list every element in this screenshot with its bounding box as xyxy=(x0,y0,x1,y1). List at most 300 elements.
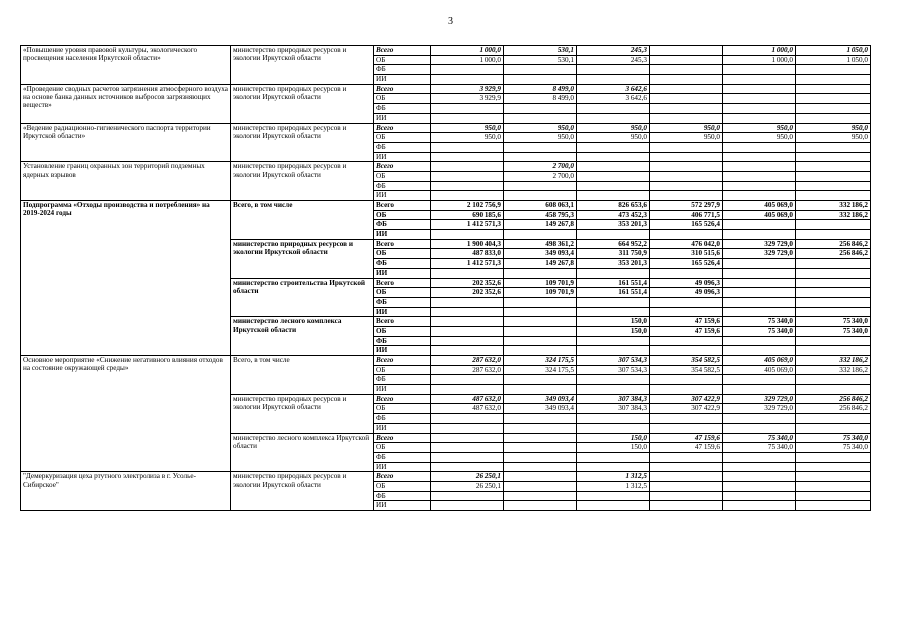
funding-source-cell: Всего xyxy=(374,394,431,404)
table-row xyxy=(21,162,871,172)
amount-cell: 256 846,2 xyxy=(796,394,871,404)
amount-cell: 256 846,2 xyxy=(796,404,871,414)
amount-cell xyxy=(796,481,871,491)
amount-cell: 49 096,3 xyxy=(650,278,723,288)
amount-cell xyxy=(796,336,871,346)
amount-cell: 109 701,9 xyxy=(504,278,577,288)
amount-cell xyxy=(723,385,796,395)
amount-cell: 165 526,4 xyxy=(650,220,723,230)
amount-cell xyxy=(650,472,723,482)
amount-cell: 1 000,0 xyxy=(723,55,796,65)
funding-source-cell: Всего xyxy=(374,123,431,133)
amount-cell: 950,0 xyxy=(650,123,723,133)
amount-cell: 498 361,2 xyxy=(504,239,577,249)
amount-cell xyxy=(650,142,723,152)
activity-name-cell: «Повышение уровня правовой культуры, экологического просвещения населения Иркутской области» xyxy=(21,46,231,85)
amount-cell xyxy=(577,152,650,162)
amount-cell: 353 201,3 xyxy=(577,220,650,230)
amount-cell: 3 642,6 xyxy=(577,84,650,94)
amount-cell xyxy=(504,297,577,307)
amount-cell xyxy=(723,152,796,162)
amount-cell xyxy=(504,326,577,336)
amount-cell: 75 340,0 xyxy=(796,443,871,453)
activity-name-cell: Установление границ охранных зон территорий подземных ядерных взрывов xyxy=(21,162,231,201)
amount-cell: 256 846,2 xyxy=(796,249,871,259)
amount-cell xyxy=(650,307,723,317)
amount-cell xyxy=(577,462,650,472)
amount-cell xyxy=(431,433,504,443)
table-row xyxy=(21,472,871,482)
amount-cell xyxy=(431,104,504,114)
executor-cell: министерство природных ресурсов и экологии Иркутской области xyxy=(231,123,374,162)
amount-cell xyxy=(504,433,577,443)
amount-cell xyxy=(796,75,871,85)
amount-cell: 487 833,0 xyxy=(431,249,504,259)
amount-cell xyxy=(504,472,577,482)
amount-cell: 75 340,0 xyxy=(723,317,796,327)
funding-source-cell: Всего xyxy=(374,278,431,288)
amount-cell: 950,0 xyxy=(650,133,723,143)
funding-source-cell: Всего xyxy=(374,433,431,443)
funding-source-cell: Всего xyxy=(374,46,431,56)
amount-cell xyxy=(504,181,577,191)
amount-cell xyxy=(796,259,871,269)
amount-cell: 950,0 xyxy=(577,133,650,143)
amount-cell: 47 159,6 xyxy=(650,317,723,327)
funding-source-cell: ОБ xyxy=(374,481,431,491)
amount-cell: 3 642,6 xyxy=(577,94,650,104)
amount-cell xyxy=(431,317,504,327)
amount-cell: 310 515,6 xyxy=(650,249,723,259)
amount-cell xyxy=(504,423,577,433)
amount-cell xyxy=(796,462,871,472)
amount-cell xyxy=(504,152,577,162)
amount-cell xyxy=(723,491,796,501)
amount-cell xyxy=(504,142,577,152)
activity-name-cell: Подпрограмма «Отходы производства и потребления» на 2019-2024 годы xyxy=(21,201,231,356)
executor-cell: Всего, в том числе xyxy=(231,201,374,240)
amount-cell: 287 632,0 xyxy=(431,356,504,366)
amount-cell xyxy=(796,152,871,162)
amount-cell: 149 267,8 xyxy=(504,220,577,230)
amount-cell xyxy=(431,142,504,152)
amount-cell xyxy=(504,385,577,395)
amount-cell xyxy=(796,113,871,123)
amount-cell: 324 175,5 xyxy=(504,365,577,375)
amount-cell: 332 186,2 xyxy=(796,201,871,211)
funding-source-cell: ФБ xyxy=(374,181,431,191)
amount-cell: 487 632,0 xyxy=(431,404,504,414)
amount-cell: 1 312,5 xyxy=(577,481,650,491)
amount-cell xyxy=(577,501,650,511)
amount-cell xyxy=(504,268,577,278)
amount-cell xyxy=(796,491,871,501)
amount-cell xyxy=(796,104,871,114)
amount-cell xyxy=(723,181,796,191)
amount-cell: 75 340,0 xyxy=(723,433,796,443)
amount-cell xyxy=(577,307,650,317)
amount-cell: 354 582,5 xyxy=(650,356,723,366)
amount-cell: 150,0 xyxy=(577,326,650,336)
amount-cell: 287 632,0 xyxy=(431,365,504,375)
amount-cell xyxy=(504,307,577,317)
amount-cell: 349 093,4 xyxy=(504,249,577,259)
amount-cell xyxy=(723,481,796,491)
funding-source-cell: ФБ xyxy=(374,452,431,462)
amount-cell xyxy=(796,472,871,482)
amount-cell xyxy=(723,346,796,356)
amount-cell: 354 582,5 xyxy=(650,365,723,375)
amount-cell: 950,0 xyxy=(577,123,650,133)
amount-cell xyxy=(650,481,723,491)
amount-cell xyxy=(650,181,723,191)
amount-cell xyxy=(796,307,871,317)
amount-cell: 530,1 xyxy=(504,46,577,56)
amount-cell xyxy=(796,297,871,307)
amount-cell: 950,0 xyxy=(796,133,871,143)
amount-cell: 256 846,2 xyxy=(796,239,871,249)
amount-cell: 75 340,0 xyxy=(723,326,796,336)
amount-cell xyxy=(504,501,577,511)
amount-cell: 149 267,8 xyxy=(504,259,577,269)
amount-cell xyxy=(504,346,577,356)
amount-cell: 161 551,4 xyxy=(577,278,650,288)
table-row xyxy=(21,84,871,94)
funding-source-cell: ОБ xyxy=(374,210,431,220)
amount-cell xyxy=(577,268,650,278)
funding-source-cell: ИИ xyxy=(374,501,431,511)
amount-cell: 47 159,6 xyxy=(650,443,723,453)
amount-cell xyxy=(650,46,723,56)
amount-cell: 150,0 xyxy=(577,443,650,453)
funding-source-cell: Всего xyxy=(374,317,431,327)
funding-source-cell: ФБ xyxy=(374,142,431,152)
funding-source-cell: ОБ xyxy=(374,133,431,143)
amount-cell: 3 929,9 xyxy=(431,94,504,104)
amount-cell xyxy=(431,443,504,453)
amount-cell xyxy=(650,84,723,94)
amount-cell xyxy=(796,375,871,385)
activity-name-cell: «Ведение радиационно-гигиенического паспорта территории Иркутской области» xyxy=(21,123,231,162)
amount-cell xyxy=(431,113,504,123)
amount-cell xyxy=(723,472,796,482)
amount-cell xyxy=(577,230,650,240)
amount-cell xyxy=(796,346,871,356)
amount-cell xyxy=(650,230,723,240)
amount-cell xyxy=(723,191,796,201)
amount-cell xyxy=(723,230,796,240)
amount-cell: 49 096,3 xyxy=(650,288,723,298)
amount-cell: 405 069,0 xyxy=(723,210,796,220)
amount-cell xyxy=(723,220,796,230)
executor-cell: министерство природных ресурсов и экологии Иркутской области xyxy=(231,239,374,278)
amount-cell xyxy=(723,75,796,85)
funding-source-cell: ОБ xyxy=(374,404,431,414)
amount-cell xyxy=(431,336,504,346)
amount-cell: 75 340,0 xyxy=(796,433,871,443)
funding-source-cell: ИИ xyxy=(374,423,431,433)
amount-cell xyxy=(796,142,871,152)
amount-cell: 311 750,9 xyxy=(577,249,650,259)
amount-cell xyxy=(577,142,650,152)
amount-cell: 1 000,0 xyxy=(723,46,796,56)
amount-cell xyxy=(650,171,723,181)
amount-cell: 826 653,6 xyxy=(577,201,650,211)
amount-cell xyxy=(504,113,577,123)
amount-cell: 47 159,6 xyxy=(650,433,723,443)
amount-cell: 1 312,5 xyxy=(577,472,650,482)
budget-table-body xyxy=(21,46,871,511)
amount-cell: 8 499,0 xyxy=(504,94,577,104)
funding-source-cell: Всего xyxy=(374,84,431,94)
amount-cell: 1 900 404,3 xyxy=(431,239,504,249)
table-row xyxy=(21,201,871,211)
amount-cell xyxy=(577,65,650,75)
amount-cell xyxy=(431,191,504,201)
funding-source-cell: ОБ xyxy=(374,288,431,298)
amount-cell: 202 352,6 xyxy=(431,288,504,298)
funding-source-cell: ИИ xyxy=(374,268,431,278)
amount-cell xyxy=(796,65,871,75)
amount-cell: 1 000,0 xyxy=(431,55,504,65)
amount-cell xyxy=(723,65,796,75)
amount-cell xyxy=(577,452,650,462)
amount-cell xyxy=(650,336,723,346)
amount-cell xyxy=(796,171,871,181)
amount-cell xyxy=(577,423,650,433)
amount-cell: 26 250,1 xyxy=(431,472,504,482)
amount-cell: 487 632,0 xyxy=(431,394,504,404)
amount-cell xyxy=(796,220,871,230)
amount-cell xyxy=(796,423,871,433)
funding-source-cell: ИИ xyxy=(374,230,431,240)
amount-cell: 530,1 xyxy=(504,55,577,65)
amount-cell xyxy=(577,297,650,307)
amount-cell: 307 422,9 xyxy=(650,394,723,404)
executor-cell: министерство природных ресурсов и экологии Иркутской области xyxy=(231,162,374,201)
amount-cell xyxy=(650,385,723,395)
amount-cell: 3 929,9 xyxy=(431,84,504,94)
amount-cell xyxy=(650,104,723,114)
amount-cell xyxy=(723,84,796,94)
funding-source-cell: ИИ xyxy=(374,113,431,123)
amount-cell: 2 700,0 xyxy=(504,171,577,181)
amount-cell: 109 701,9 xyxy=(504,288,577,298)
amount-cell xyxy=(796,84,871,94)
funding-source-cell: ФБ xyxy=(374,414,431,424)
amount-cell xyxy=(723,268,796,278)
amount-cell xyxy=(577,191,650,201)
amount-cell xyxy=(504,104,577,114)
amount-cell xyxy=(723,414,796,424)
amount-cell xyxy=(431,171,504,181)
funding-source-cell: ФБ xyxy=(374,375,431,385)
amount-cell xyxy=(431,326,504,336)
amount-cell: 329 729,0 xyxy=(723,249,796,259)
amount-cell: 329 729,0 xyxy=(723,404,796,414)
funding-source-cell: ИИ xyxy=(374,152,431,162)
amount-cell xyxy=(650,462,723,472)
amount-cell xyxy=(723,94,796,104)
amount-cell: 405 069,0 xyxy=(723,201,796,211)
amount-cell xyxy=(650,191,723,201)
amount-cell: 664 952,2 xyxy=(577,239,650,249)
amount-cell: 307 534,3 xyxy=(577,365,650,375)
amount-cell: 26 250,1 xyxy=(431,481,504,491)
amount-cell xyxy=(796,385,871,395)
amount-cell xyxy=(504,65,577,75)
executor-cell: министерство лесного комплекса Иркутской области xyxy=(231,433,374,472)
amount-cell xyxy=(650,152,723,162)
funding-source-cell: ФБ xyxy=(374,336,431,346)
amount-cell xyxy=(723,423,796,433)
funding-source-cell: ИИ xyxy=(374,346,431,356)
amount-cell xyxy=(723,162,796,172)
amount-cell xyxy=(723,375,796,385)
amount-cell: 1 000,0 xyxy=(431,46,504,56)
amount-cell xyxy=(577,113,650,123)
amount-cell xyxy=(431,75,504,85)
amount-cell xyxy=(577,171,650,181)
executor-cell: министерство природных ресурсов и экологии Иркутской области xyxy=(231,394,374,433)
amount-cell xyxy=(504,414,577,424)
amount-cell: 8 499,0 xyxy=(504,84,577,94)
amount-cell xyxy=(650,414,723,424)
amount-cell: 1 050,0 xyxy=(796,46,871,56)
activity-name-cell: "Демеркуризация цеха ртутного электролиза в г. Усолье-Сибирское" xyxy=(21,472,231,511)
amount-cell: 950,0 xyxy=(504,123,577,133)
amount-cell: 950,0 xyxy=(504,133,577,143)
amount-cell xyxy=(431,452,504,462)
amount-cell: 307 384,3 xyxy=(577,394,650,404)
amount-cell xyxy=(431,152,504,162)
amount-cell xyxy=(650,113,723,123)
amount-cell: 690 185,6 xyxy=(431,210,504,220)
amount-cell xyxy=(504,491,577,501)
amount-cell xyxy=(431,462,504,472)
amount-cell xyxy=(577,346,650,356)
amount-cell xyxy=(796,268,871,278)
amount-cell: 950,0 xyxy=(796,123,871,133)
funding-source-cell: ФБ xyxy=(374,220,431,230)
amount-cell xyxy=(650,452,723,462)
page-number: 3 xyxy=(448,16,453,27)
amount-cell xyxy=(431,268,504,278)
executor-cell: министерство природных ресурсов и экологии Иркутской области xyxy=(231,472,374,511)
amount-cell xyxy=(431,307,504,317)
amount-cell: 329 729,0 xyxy=(723,394,796,404)
amount-cell xyxy=(504,230,577,240)
amount-cell xyxy=(431,501,504,511)
amount-cell xyxy=(723,462,796,472)
funding-source-cell: ОБ xyxy=(374,249,431,259)
amount-cell: 150,0 xyxy=(577,433,650,443)
amount-cell xyxy=(431,346,504,356)
amount-cell: 473 452,3 xyxy=(577,210,650,220)
amount-cell xyxy=(796,288,871,298)
executor-cell: министерство лесного комплекса Иркутской области xyxy=(231,317,374,356)
funding-source-cell: ИИ xyxy=(374,462,431,472)
amount-cell xyxy=(723,297,796,307)
funding-source-cell: ОБ xyxy=(374,171,431,181)
amount-cell xyxy=(650,65,723,75)
amount-cell xyxy=(504,443,577,453)
funding-source-cell: ИИ xyxy=(374,191,431,201)
amount-cell xyxy=(577,375,650,385)
funding-source-cell: ФБ xyxy=(374,297,431,307)
amount-cell: 75 340,0 xyxy=(796,326,871,336)
amount-cell: 161 551,4 xyxy=(577,288,650,298)
amount-cell: 2 700,0 xyxy=(504,162,577,172)
amount-cell: 353 201,3 xyxy=(577,259,650,269)
amount-cell: 476 042,0 xyxy=(650,239,723,249)
amount-cell xyxy=(723,452,796,462)
amount-cell: 75 340,0 xyxy=(723,443,796,453)
amount-cell: 47 159,6 xyxy=(650,326,723,336)
amount-cell xyxy=(650,75,723,85)
activity-name-cell: «Проведение сводных расчетов загрязнения атмосферного воздуха на основе банка данных источников выбросов загрязняющих веществ» xyxy=(21,84,231,123)
amount-cell xyxy=(431,491,504,501)
table-row xyxy=(21,46,871,56)
amount-cell: 307 422,9 xyxy=(650,404,723,414)
amount-cell: 950,0 xyxy=(431,133,504,143)
amount-cell xyxy=(650,423,723,433)
amount-cell xyxy=(577,414,650,424)
amount-cell: 332 186,2 xyxy=(796,356,871,366)
amount-cell xyxy=(796,181,871,191)
funding-source-cell: ОБ xyxy=(374,94,431,104)
amount-cell xyxy=(504,452,577,462)
amount-cell: 405 069,0 xyxy=(723,365,796,375)
amount-cell xyxy=(723,307,796,317)
amount-cell: 307 384,3 xyxy=(577,404,650,414)
funding-source-cell: ОБ xyxy=(374,326,431,336)
amount-cell xyxy=(650,491,723,501)
amount-cell xyxy=(504,75,577,85)
amount-cell xyxy=(723,501,796,511)
amount-cell xyxy=(650,375,723,385)
amount-cell xyxy=(796,414,871,424)
amount-cell xyxy=(431,297,504,307)
amount-cell xyxy=(723,288,796,298)
amount-cell: 608 063,1 xyxy=(504,201,577,211)
amount-cell: 75 340,0 xyxy=(796,317,871,327)
amount-cell xyxy=(431,181,504,191)
amount-cell xyxy=(796,162,871,172)
amount-cell xyxy=(504,481,577,491)
executor-cell: министерство строительства Иркутской области xyxy=(231,278,374,317)
amount-cell xyxy=(650,55,723,65)
amount-cell xyxy=(577,75,650,85)
amount-cell: 950,0 xyxy=(431,123,504,133)
amount-cell: 1 412 571,3 xyxy=(431,259,504,269)
activity-name-cell: Основное мероприятие «Снижение негативного влияния отходов на состояние окружающей среды» xyxy=(21,356,231,472)
amount-cell: 324 175,5 xyxy=(504,356,577,366)
amount-cell: 165 526,4 xyxy=(650,259,723,269)
amount-cell: 329 729,0 xyxy=(723,239,796,249)
amount-cell xyxy=(431,65,504,75)
amount-cell xyxy=(504,462,577,472)
amount-cell: 349 093,4 xyxy=(504,394,577,404)
amount-cell xyxy=(796,94,871,104)
funding-source-cell: ФБ xyxy=(374,65,431,75)
executor-cell: министерство природных ресурсов и экологии Иркутской области xyxy=(231,46,374,85)
amount-cell xyxy=(723,104,796,114)
amount-cell xyxy=(796,191,871,201)
amount-cell xyxy=(796,501,871,511)
amount-cell xyxy=(577,385,650,395)
amount-cell xyxy=(577,104,650,114)
